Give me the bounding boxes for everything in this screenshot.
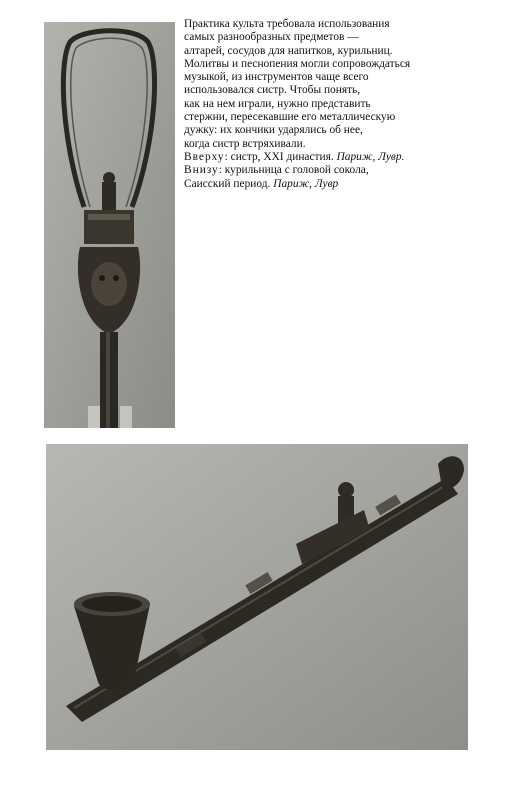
caption-top-place: Париж, Лувр. xyxy=(336,150,405,163)
sistrum-illustration xyxy=(44,22,175,428)
caption-bottom-credit-2 xyxy=(184,178,484,191)
caption-bottom-text-1: : курильница с головой сокола, xyxy=(218,164,369,177)
caption-line: когда систр встряхивали. xyxy=(184,137,306,150)
caption-line: как на нем играли, нужно представить xyxy=(184,97,371,110)
caption-line: самых разнообразных предметов — xyxy=(184,31,359,44)
caption-bottom-credit-1 xyxy=(184,164,484,177)
caption-bottom-place: Париж, Лувр xyxy=(273,177,339,190)
caption-top-text: : систр, XXI династия. xyxy=(224,150,337,163)
censer-illustration xyxy=(46,444,468,750)
caption xyxy=(184,18,484,191)
caption-line: музыкой, из инструментов чаще всего xyxy=(184,71,369,84)
caption-top-label: Вверху xyxy=(184,150,225,163)
caption-line: дужку: их кончики ударялись об нее, xyxy=(184,124,363,137)
caption-line: Практика культа требовала использования xyxy=(184,18,390,30)
caption-line: стержни, пересекавшие его металлическую xyxy=(184,111,396,124)
caption-line: алтарей, сосудов для напитков, курильниц. xyxy=(184,44,393,57)
caption-bottom-label: Внизу xyxy=(184,164,219,177)
caption-top-credit xyxy=(184,151,484,164)
caption-line: использовался систр. Чтобы понять, xyxy=(184,84,361,97)
caption-bottom-text-2: Саисский период. xyxy=(184,177,274,190)
caption-line: Молитвы и песнопения могли сопровождаться xyxy=(184,57,411,70)
sistrum-photo xyxy=(44,22,175,428)
censer-photo xyxy=(46,444,468,750)
